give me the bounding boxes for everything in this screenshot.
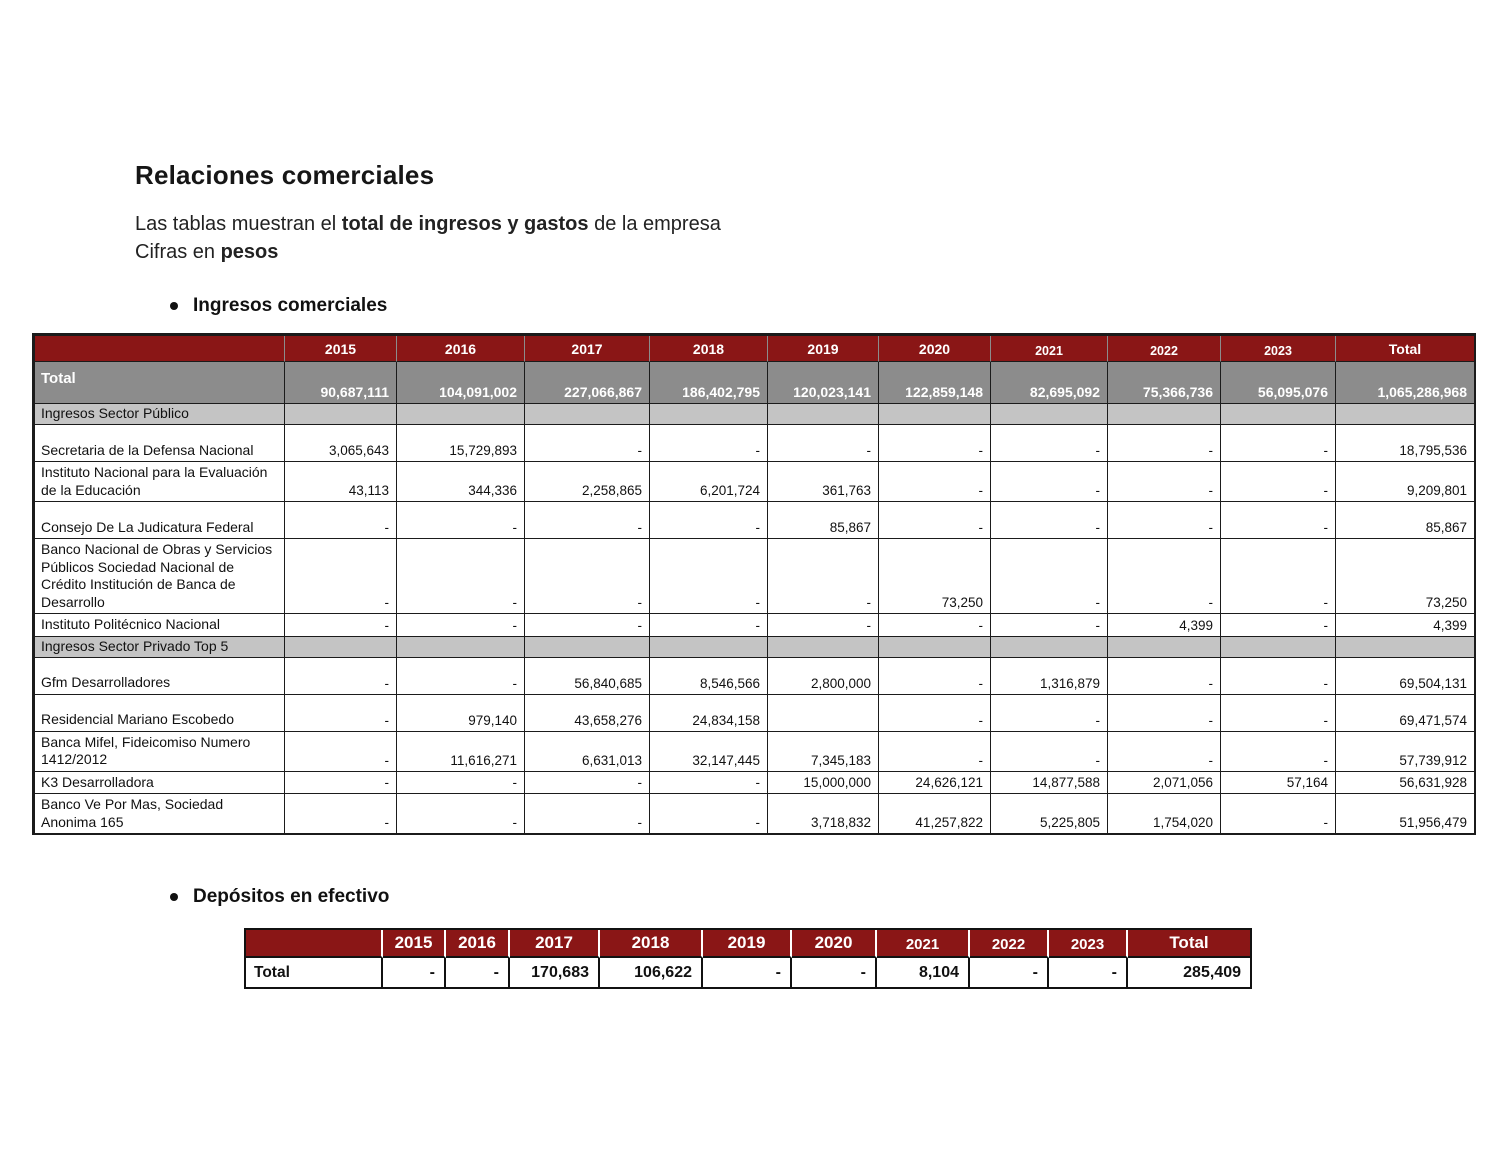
value-cell: 18,795,536 xyxy=(1336,425,1475,462)
value-cell: - xyxy=(650,772,768,795)
row-label: Secretaria de la Defensa Nacional xyxy=(35,425,285,462)
total-value-cell: - xyxy=(1049,958,1128,987)
value-cell xyxy=(768,404,879,425)
data-row xyxy=(35,794,1475,834)
value-cell xyxy=(879,637,991,658)
value-cell: - xyxy=(1221,794,1336,834)
section-heading-label: Depósitos en efectivo xyxy=(193,886,390,907)
value-cell: - xyxy=(1108,658,1221,695)
value-cell: 56,840,685 xyxy=(525,658,650,695)
value-cell: - xyxy=(991,425,1108,462)
total-value-cell: 227,066,867 xyxy=(525,362,650,404)
value-cell: 85,867 xyxy=(768,502,879,539)
value-cell: - xyxy=(397,794,525,834)
data-row xyxy=(35,658,1475,695)
value-cell xyxy=(525,637,650,658)
row-label: Banco Nacional de Obras y Servicios Públicos Sociedad Nacional de Crédito Institución de Banca de Desarrollo xyxy=(35,539,285,614)
value-cell: - xyxy=(991,539,1108,614)
ingresos-table xyxy=(33,334,1475,834)
data-row xyxy=(35,425,1475,462)
value-cell xyxy=(397,637,525,658)
value-cell xyxy=(1336,637,1475,658)
year-column-header: 2022 xyxy=(1108,336,1221,362)
value-cell: - xyxy=(879,502,991,539)
total-row xyxy=(246,958,1250,987)
year-column-header: 2016 xyxy=(446,930,510,958)
intro-line2-bold: pesos xyxy=(220,241,279,263)
intro-line2-prefix: Cifras en xyxy=(135,241,221,263)
value-cell: 69,504,131 xyxy=(1336,658,1475,695)
year-header-row xyxy=(246,930,1250,958)
row-label: Ingresos Sector Público xyxy=(35,404,285,425)
total-row-label: Total xyxy=(246,958,383,987)
value-cell: 2,258,865 xyxy=(525,462,650,502)
value-cell: - xyxy=(1108,462,1221,502)
total-row-label: Total xyxy=(35,362,285,404)
value-cell: 3,065,643 xyxy=(285,425,397,462)
total-value-cell: 90,687,111 xyxy=(285,362,397,404)
value-cell: - xyxy=(1221,695,1336,732)
value-cell: 8,546,566 xyxy=(650,658,768,695)
value-cell: - xyxy=(1108,425,1221,462)
year-column-header: 2015 xyxy=(285,336,397,362)
value-cell: - xyxy=(525,502,650,539)
value-cell: - xyxy=(525,539,650,614)
value-cell: - xyxy=(650,614,768,637)
value-cell: - xyxy=(650,502,768,539)
bullet-icon xyxy=(170,893,178,901)
row-label: Instituto Nacional para la Evaluación de la Educación xyxy=(35,462,285,502)
value-cell: - xyxy=(1221,425,1336,462)
total-value-cell: 1,065,286,968 xyxy=(1336,362,1475,404)
row-label: Consejo De La Judicatura Federal xyxy=(35,502,285,539)
value-cell xyxy=(991,637,1108,658)
row-label: K3 Desarrolladora xyxy=(35,772,285,795)
value-cell: - xyxy=(1108,502,1221,539)
value-cell: 3,718,832 xyxy=(768,794,879,834)
value-cell: - xyxy=(397,502,525,539)
total-value-cell: 186,402,795 xyxy=(650,362,768,404)
value-cell xyxy=(768,637,879,658)
intro-text xyxy=(135,210,721,266)
value-cell xyxy=(397,404,525,425)
year-column-header: 2017 xyxy=(510,930,600,958)
value-cell: 4,399 xyxy=(1336,614,1475,637)
year-column-header: 2020 xyxy=(792,930,877,958)
value-cell: 2,800,000 xyxy=(768,658,879,695)
value-cell: - xyxy=(1221,658,1336,695)
value-cell: - xyxy=(525,794,650,834)
total-value-cell: - xyxy=(446,958,510,987)
section-header-row xyxy=(35,404,1475,425)
value-cell: - xyxy=(991,732,1108,772)
value-cell: 24,626,121 xyxy=(879,772,991,795)
value-cell: - xyxy=(879,614,991,637)
row-label: Ingresos Sector Privado Top 5 xyxy=(35,637,285,658)
value-cell: - xyxy=(525,425,650,462)
value-cell: - xyxy=(1221,614,1336,637)
value-cell: - xyxy=(879,695,991,732)
row-label: Banco Ve Por Mas, Sociedad Anonima 165 xyxy=(35,794,285,834)
year-column-header: 2015 xyxy=(383,930,446,958)
value-cell xyxy=(1221,404,1336,425)
value-cell: - xyxy=(1221,462,1336,502)
value-cell: 56,631,928 xyxy=(1336,772,1475,795)
total-value-cell: 106,622 xyxy=(600,958,703,987)
value-cell: 4,399 xyxy=(1108,614,1221,637)
value-cell: 24,834,158 xyxy=(650,695,768,732)
value-cell xyxy=(991,404,1108,425)
value-cell xyxy=(1221,637,1336,658)
value-cell: - xyxy=(285,732,397,772)
value-cell: 69,471,574 xyxy=(1336,695,1475,732)
data-row xyxy=(35,695,1475,732)
value-cell xyxy=(1336,404,1475,425)
value-cell xyxy=(1108,404,1221,425)
value-cell: - xyxy=(285,502,397,539)
value-cell: 5,225,805 xyxy=(991,794,1108,834)
value-cell xyxy=(525,404,650,425)
value-cell: 73,250 xyxy=(879,539,991,614)
total-value-cell: - xyxy=(970,958,1049,987)
value-cell: 361,763 xyxy=(768,462,879,502)
total-value-cell: 285,409 xyxy=(1128,958,1250,987)
value-cell: - xyxy=(879,462,991,502)
value-cell: 6,201,724 xyxy=(650,462,768,502)
year-column-header: 2021 xyxy=(877,930,970,958)
total-value-cell: 122,859,148 xyxy=(879,362,991,404)
value-cell: - xyxy=(991,462,1108,502)
year-column-header: 2023 xyxy=(1049,930,1128,958)
year-column-header: 2019 xyxy=(768,336,879,362)
value-cell: 57,739,912 xyxy=(1336,732,1475,772)
value-cell: 57,164 xyxy=(1221,772,1336,795)
total-column-header: Total xyxy=(1336,336,1475,362)
year-column-header: 2018 xyxy=(600,930,703,958)
value-cell: - xyxy=(991,502,1108,539)
year-header-row xyxy=(35,336,1475,362)
value-cell: 7,345,183 xyxy=(768,732,879,772)
value-cell: - xyxy=(1221,732,1336,772)
section-header-row xyxy=(35,637,1475,658)
data-row xyxy=(35,502,1475,539)
intro-bold: total de ingresos y gastos xyxy=(341,213,589,235)
value-cell: - xyxy=(879,425,991,462)
value-cell xyxy=(879,404,991,425)
data-row xyxy=(35,772,1475,795)
value-cell xyxy=(285,637,397,658)
data-row xyxy=(35,614,1475,637)
total-value-cell: 170,683 xyxy=(510,958,600,987)
value-cell: 6,631,013 xyxy=(525,732,650,772)
value-cell xyxy=(1108,637,1221,658)
intro-prefix: Las tablas muestran el xyxy=(135,213,342,235)
value-cell: - xyxy=(525,772,650,795)
value-cell xyxy=(650,404,768,425)
row-label-column-header xyxy=(246,930,383,958)
year-column-header: 2018 xyxy=(650,336,768,362)
year-column-header: 2021 xyxy=(991,336,1108,362)
value-cell: 85,867 xyxy=(1336,502,1475,539)
value-cell: - xyxy=(285,695,397,732)
value-cell: - xyxy=(397,614,525,637)
value-cell: - xyxy=(991,614,1108,637)
total-value-cell: - xyxy=(383,958,446,987)
year-column-header: 2020 xyxy=(879,336,991,362)
value-cell: 43,658,276 xyxy=(525,695,650,732)
year-column-header: 2023 xyxy=(1221,336,1336,362)
value-cell: 979,140 xyxy=(397,695,525,732)
section-heading-depositos xyxy=(170,886,389,908)
value-cell: 2,071,056 xyxy=(1108,772,1221,795)
total-value-cell: 104,091,002 xyxy=(397,362,525,404)
data-row xyxy=(35,462,1475,502)
section-heading-label: Ingresos comerciales xyxy=(193,295,388,316)
total-value-cell: 8,104 xyxy=(877,958,970,987)
total-value-cell: 82,695,092 xyxy=(991,362,1108,404)
intro-suffix: de la empresa xyxy=(588,213,721,235)
value-cell: - xyxy=(525,614,650,637)
page-title: Relaciones comerciales xyxy=(135,160,435,190)
value-cell: 15,729,893 xyxy=(397,425,525,462)
data-row xyxy=(35,732,1475,772)
value-cell: - xyxy=(768,539,879,614)
value-cell: - xyxy=(768,425,879,462)
total-value-cell: 56,095,076 xyxy=(1221,362,1336,404)
value-cell: - xyxy=(1108,695,1221,732)
value-cell: - xyxy=(397,772,525,795)
value-cell: - xyxy=(285,794,397,834)
value-cell: 1,754,020 xyxy=(1108,794,1221,834)
value-cell: 1,316,879 xyxy=(991,658,1108,695)
value-cell xyxy=(285,404,397,425)
total-value-cell: 120,023,141 xyxy=(768,362,879,404)
row-label: Instituto Politécnico Nacional xyxy=(35,614,285,637)
value-cell: - xyxy=(879,732,991,772)
row-label-column-header xyxy=(35,336,285,362)
total-column-header: Total xyxy=(1128,930,1250,958)
year-column-header: 2017 xyxy=(525,336,650,362)
value-cell xyxy=(768,695,879,732)
value-cell: 41,257,822 xyxy=(879,794,991,834)
value-cell: - xyxy=(285,658,397,695)
value-cell: - xyxy=(285,539,397,614)
value-cell: - xyxy=(650,539,768,614)
value-cell: - xyxy=(1108,732,1221,772)
value-cell: 43,113 xyxy=(285,462,397,502)
value-cell: - xyxy=(991,695,1108,732)
total-value-cell: - xyxy=(703,958,792,987)
value-cell: - xyxy=(1221,502,1336,539)
value-cell: 9,209,801 xyxy=(1336,462,1475,502)
section-heading-ingresos xyxy=(170,295,387,317)
value-cell: - xyxy=(650,794,768,834)
value-cell: 344,336 xyxy=(397,462,525,502)
value-cell: 32,147,445 xyxy=(650,732,768,772)
value-cell: 73,250 xyxy=(1336,539,1475,614)
row-label: Residencial Mariano Escobedo xyxy=(35,695,285,732)
value-cell: - xyxy=(285,614,397,637)
data-row xyxy=(35,539,1475,614)
year-column-header: 2019 xyxy=(703,930,792,958)
value-cell: 11,616,271 xyxy=(397,732,525,772)
year-column-header: 2016 xyxy=(397,336,525,362)
value-cell: - xyxy=(879,658,991,695)
value-cell xyxy=(650,637,768,658)
value-cell: 14,877,588 xyxy=(991,772,1108,795)
year-column-header: 2022 xyxy=(970,930,1049,958)
value-cell: - xyxy=(1108,539,1221,614)
value-cell: - xyxy=(285,772,397,795)
value-cell: - xyxy=(650,425,768,462)
value-cell: 51,956,479 xyxy=(1336,794,1475,834)
total-value-cell: - xyxy=(792,958,877,987)
value-cell: - xyxy=(768,614,879,637)
value-cell: 15,000,000 xyxy=(768,772,879,795)
value-cell: - xyxy=(397,539,525,614)
depositos-table xyxy=(244,928,1252,989)
row-label: Gfm Desarrolladores xyxy=(35,658,285,695)
value-cell: - xyxy=(397,658,525,695)
bullet-icon xyxy=(170,302,178,310)
value-cell: - xyxy=(1221,539,1336,614)
total-value-cell: 75,366,736 xyxy=(1108,362,1221,404)
row-label: Banca Mifel, Fideicomiso Numero 1412/2012 xyxy=(35,732,285,772)
total-row xyxy=(35,362,1475,404)
